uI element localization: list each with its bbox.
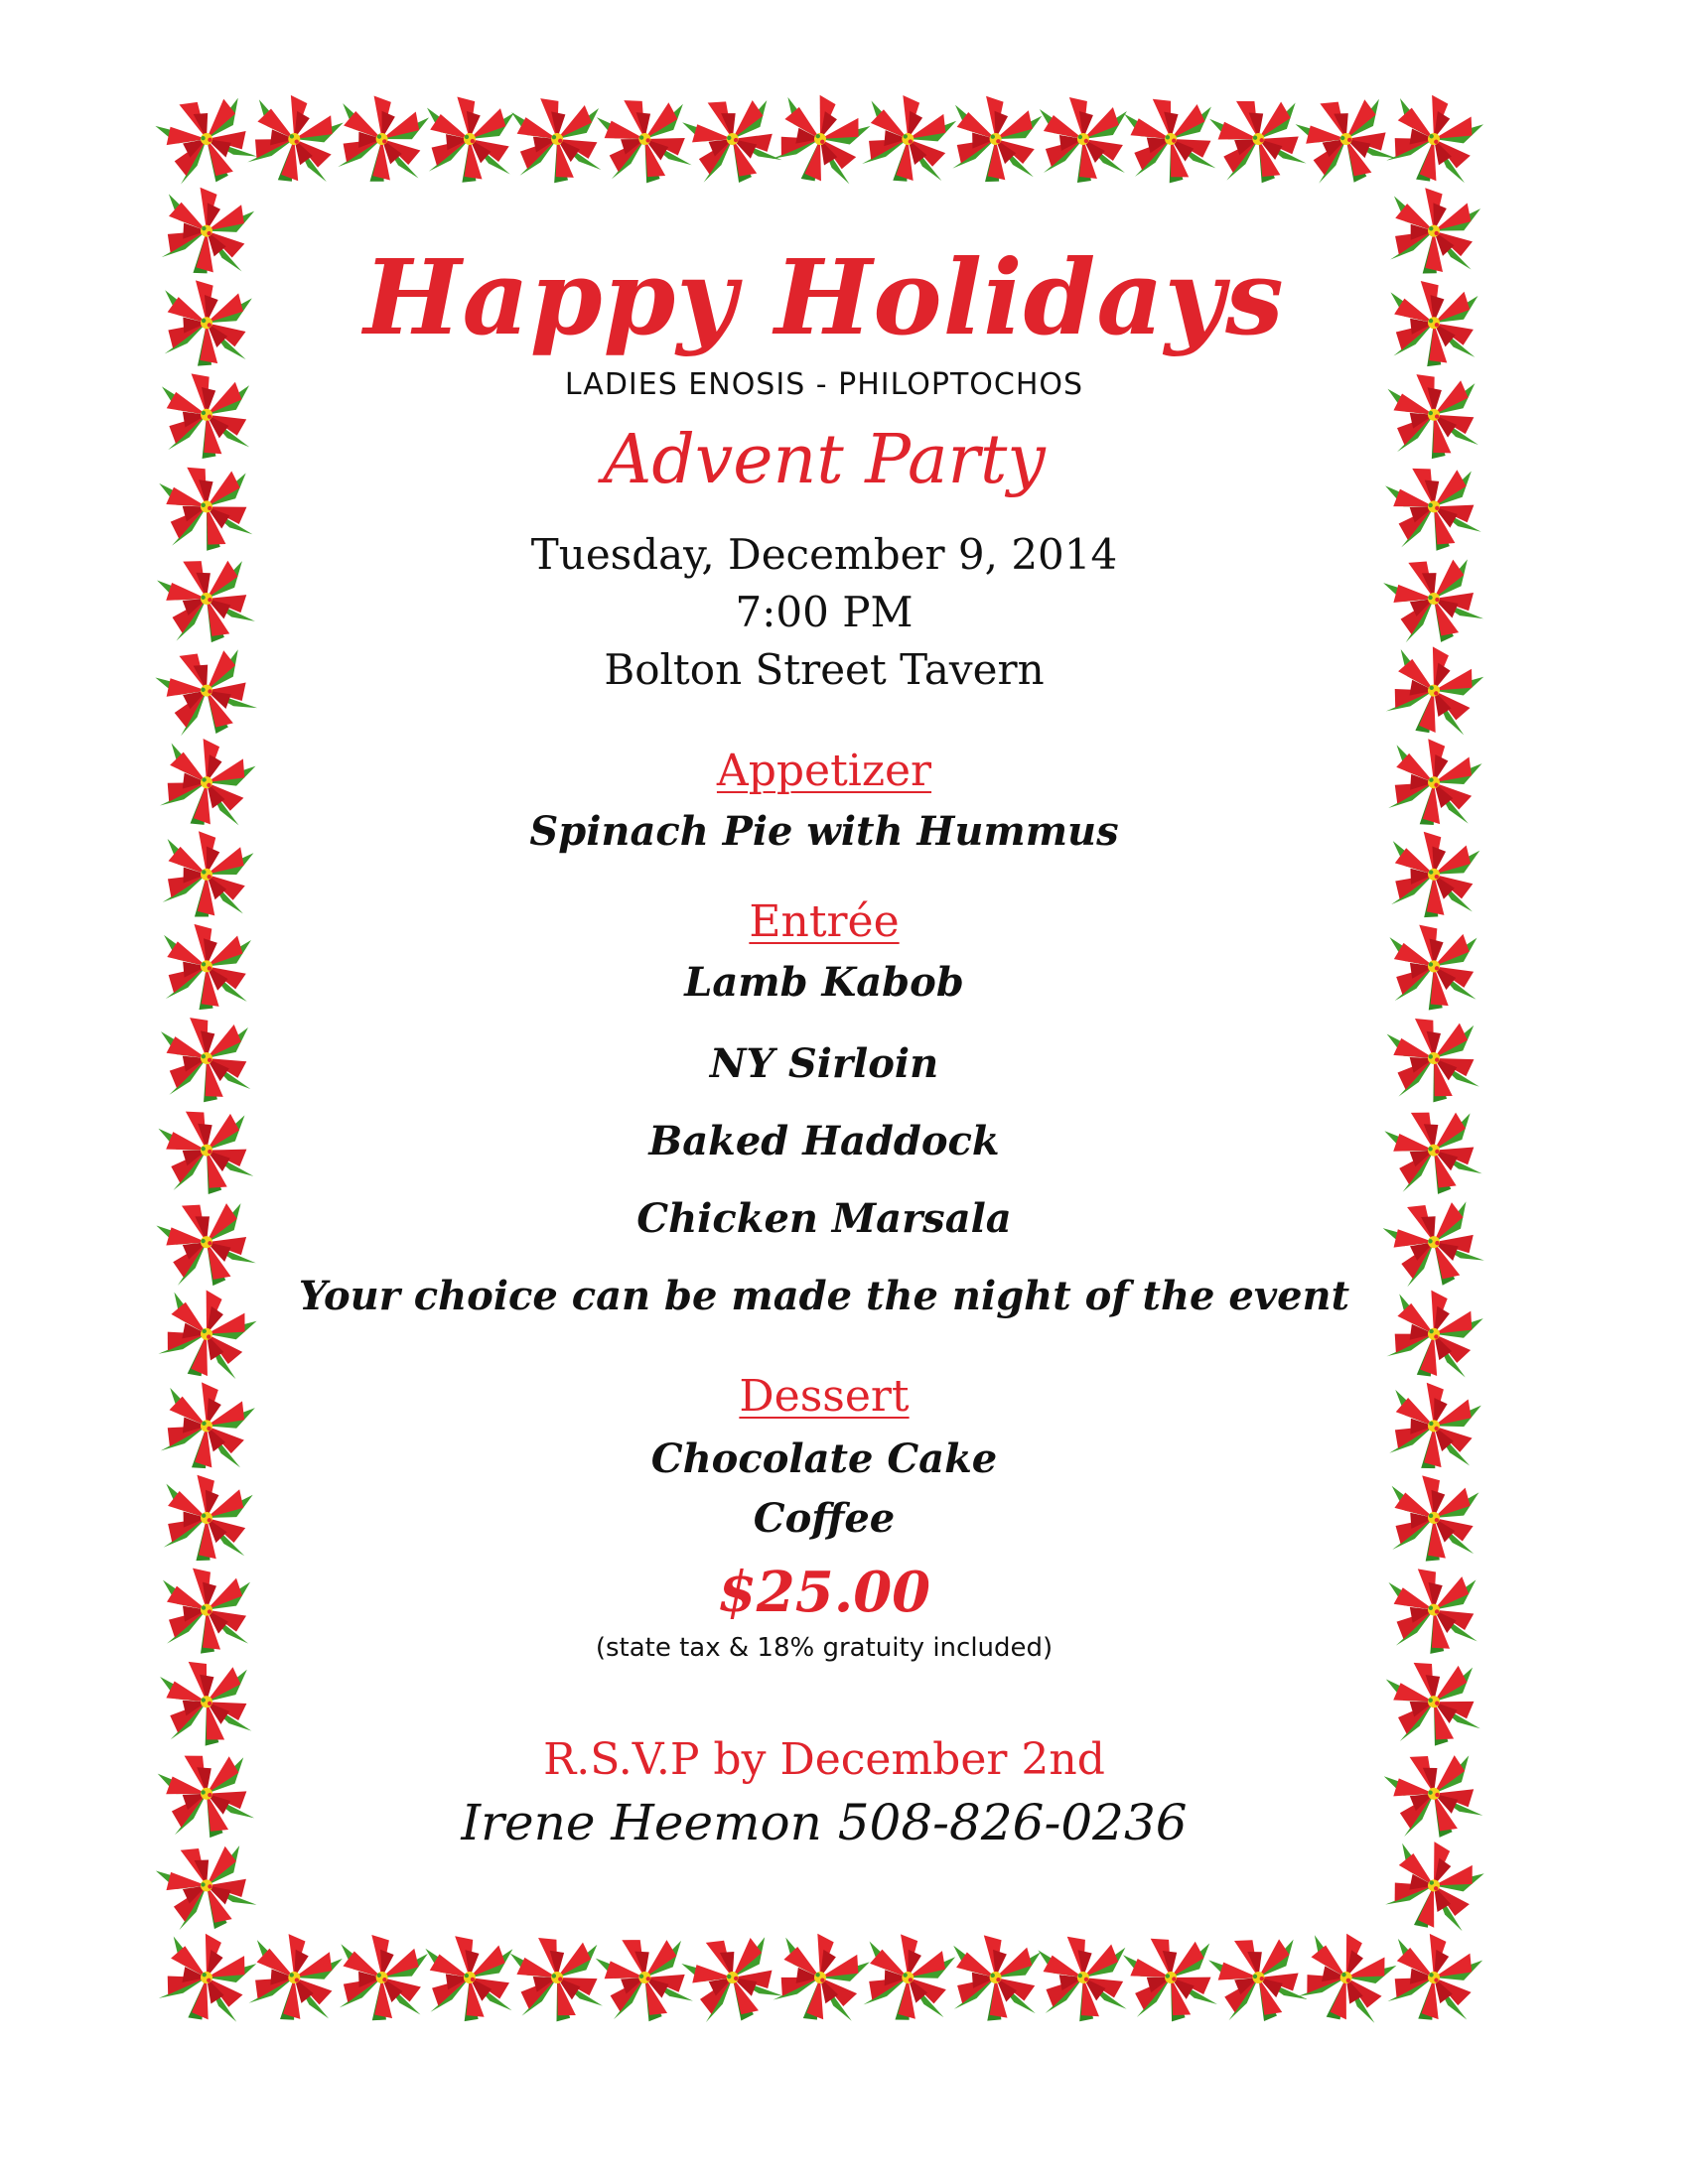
- poinsettia-icon: [156, 1102, 257, 1201]
- poinsettia-icon: [335, 1932, 429, 2024]
- entree-item: Baked Haddock: [648, 1118, 1000, 1164]
- entree-item: Lamb Kabob: [684, 959, 964, 1006]
- poinsettia-icon: [1038, 1934, 1129, 2023]
- price: $25.00: [717, 1560, 931, 1625]
- poinsettia-icon: [241, 88, 347, 193]
- entree-note: Your choice can be made the night of the event: [298, 1273, 1350, 1319]
- poinsettia-icon: [163, 1569, 250, 1654]
- poinsettia-icon: [161, 923, 251, 1012]
- poinsettia-icon: [154, 548, 259, 652]
- poinsettia-icon: [157, 827, 255, 923]
- poinsettia-icon: [155, 1376, 258, 1477]
- poinsettia-icon: [510, 94, 604, 186]
- entree-heading: Entrée: [749, 896, 900, 947]
- poinsettia-icon: [1382, 1100, 1486, 1203]
- poinsettia-icon: [1378, 1832, 1488, 1941]
- poinsettia-icon: [1388, 1474, 1479, 1564]
- appetizer-heading: Appetizer: [716, 746, 932, 796]
- poinsettia-icon: [595, 90, 696, 190]
- poinsettia-icon: [333, 91, 431, 188]
- poinsettia-icon: [154, 732, 259, 836]
- poinsettia-icon: [858, 1930, 957, 2028]
- poinsettia-icon: [1385, 1012, 1482, 1107]
- poinsettia-icon: [155, 1744, 258, 1845]
- event-time: 7:00 PM: [735, 588, 914, 636]
- poinsettia-icon: [160, 1014, 253, 1105]
- poinsettia-icon: [424, 95, 514, 184]
- poinsettia-icon: [949, 1934, 1041, 2023]
- dessert-heading: Dessert: [739, 1371, 910, 1422]
- entree-item: Chicken Marsala: [636, 1195, 1012, 1242]
- poinsettia-icon: [1385, 185, 1482, 280]
- poinsettia-icon: [1382, 734, 1484, 834]
- organization-name: LADIES ENOSIS - PHILOPTOCHOS: [564, 367, 1084, 402]
- event-name: Advent Party: [603, 421, 1046, 499]
- poinsettia-icon: [1380, 546, 1488, 653]
- poinsettia-icon: [152, 1925, 260, 2032]
- poinsettia-icon: [947, 93, 1044, 188]
- poinsettia-icon: [1379, 1188, 1489, 1297]
- rsvp-deadline: R.S.V.P by December 2nd: [543, 1734, 1105, 1785]
- entree-item: NY Sirloin: [709, 1040, 939, 1087]
- poinsettia-icon: [152, 1281, 261, 1389]
- poinsettia-icon: [151, 84, 262, 195]
- poinsettia-icon: [159, 1472, 255, 1567]
- poinsettia-icon: [1205, 1926, 1312, 2031]
- poinsettia-icon: [1387, 369, 1481, 462]
- poinsettia-icon: [243, 1928, 346, 2028]
- entree-section: [258, 893, 1390, 1324]
- poinsettia-icon: [1380, 1283, 1486, 1388]
- poinsettia-icon: [158, 460, 256, 556]
- poinsettia-icon: [151, 636, 262, 747]
- poinsettia-icon: [159, 1656, 255, 1750]
- appetizer-item: Spinach Pie with Hummus: [529, 808, 1119, 855]
- poinsettia-icon: [767, 1926, 873, 2031]
- rsvp-contact: Irene Heemon 508-826-0236: [461, 1794, 1188, 1851]
- poinsettia-icon: [1389, 280, 1477, 367]
- event-venue: Bolton Street Tavern: [604, 645, 1045, 694]
- dessert-item: Chocolate Cake: [650, 1435, 998, 1482]
- poinsettia-icon: [1388, 1566, 1479, 1655]
- price-note: (state tax & 18% gratuity included): [595, 1633, 1054, 1663]
- poinsettia-icon: [1386, 829, 1480, 921]
- poinsettia-icon: [1121, 1930, 1220, 2028]
- event-details: [258, 526, 1390, 699]
- poinsettia-icon: [156, 183, 257, 282]
- poinsettia-icon: [1207, 89, 1311, 191]
- poinsettia-icon: [1291, 1924, 1401, 2033]
- poinsettia-icon: [1383, 458, 1485, 558]
- poinsettia-icon: [425, 1935, 513, 2022]
- poinsettia-icon: [677, 1924, 787, 2033]
- poinsettia-icon: [160, 278, 253, 369]
- poinsettia-icon: [508, 1931, 606, 2026]
- poinsettia-icon: [679, 86, 786, 193]
- appetizer-section: [258, 743, 1390, 860]
- poinsettia-icon: [1123, 93, 1219, 188]
- poinsettia-icon: [1384, 1378, 1483, 1476]
- poinsettia-icon: [1381, 1927, 1485, 2030]
- poinsettia-icon: [152, 1833, 261, 1941]
- dessert-item: Coffee: [753, 1495, 896, 1542]
- poinsettia-icon: [1381, 1742, 1487, 1847]
- poinsettia-icon: [1292, 85, 1401, 194]
- event-date: Tuesday, December 9, 2014: [530, 530, 1118, 579]
- poinsettia-icon: [153, 1190, 260, 1297]
- invitation-content: [258, 238, 1390, 1854]
- poinsettia-icon: [162, 371, 252, 460]
- poinsettia-icon: [1380, 86, 1487, 193]
- poinsettia-icon: [856, 89, 959, 191]
- poinsettia-icon: [1379, 638, 1487, 746]
- poinsettia-icon: [766, 85, 875, 194]
- poinsettia-icon: [1389, 924, 1477, 1012]
- poinsettia-icon: [1384, 1654, 1483, 1752]
- poinsettia-icon: [1040, 97, 1127, 183]
- greeting-title: Happy Holidays: [363, 236, 1285, 358]
- dessert-section: [258, 1368, 1390, 1547]
- poinsettia-icon: [593, 1927, 697, 2030]
